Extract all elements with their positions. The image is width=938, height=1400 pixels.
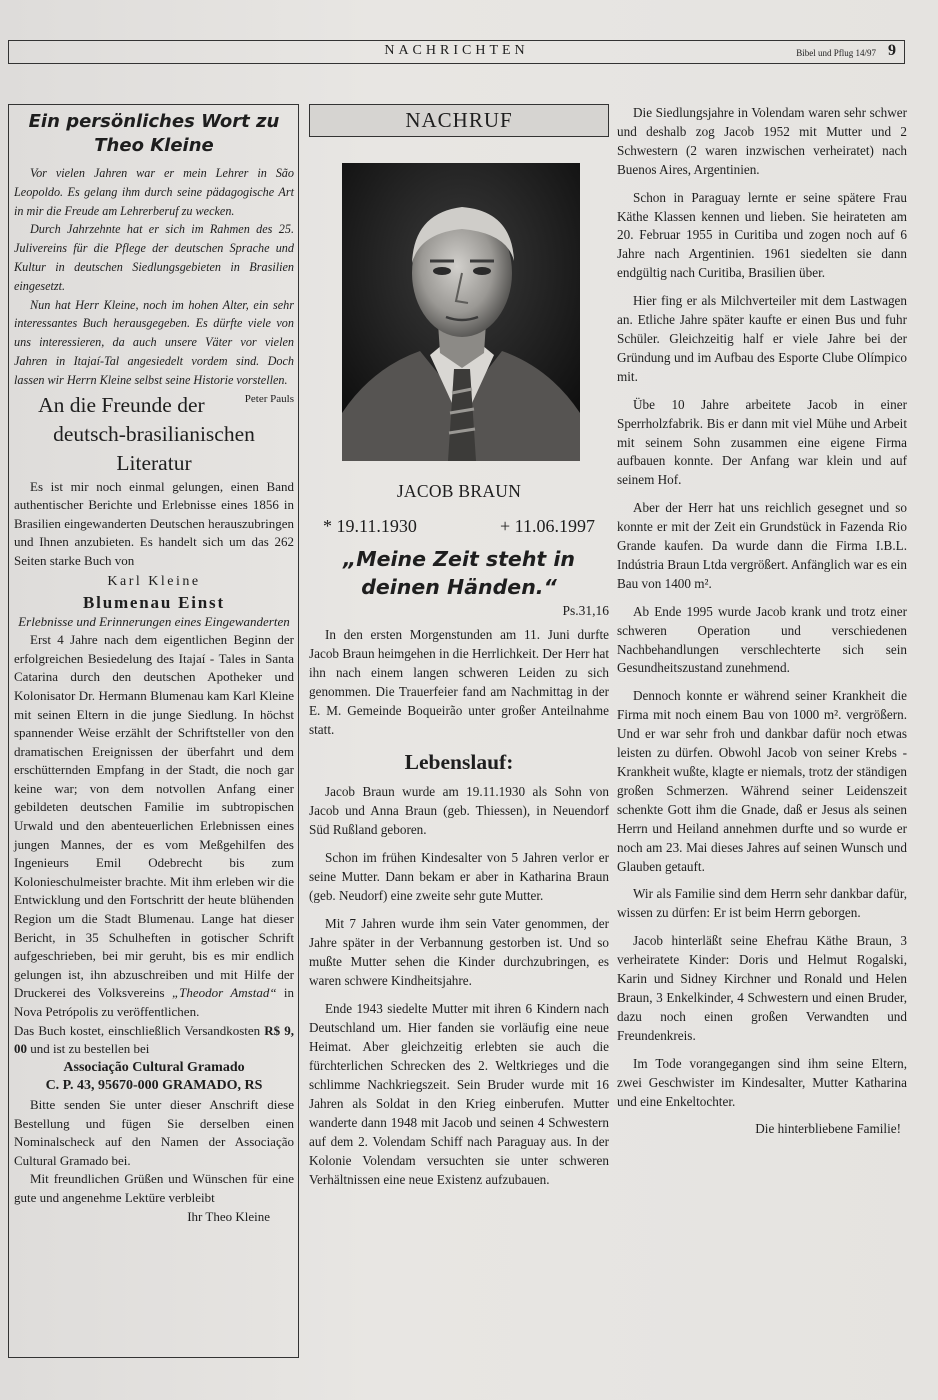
biography-paragraph: Ende 1943 siedelte Mutter mit ihren 6 Kindern nach Deutschland um. Hier fanden sie vorläufig eine neue Heimat. Aber gleichzeitig erlebten sie auch die fürchterlichen Schrecken des 2. Weltkrieges und die schlimme Nachkriegszeit. Sein Bruder wurde mit 16 Jahren als Soldat in den Krieg einberufen. Mutter wanderte dann 1948 mit Jacob und seinen 4 Schwestern auf dem 2. Volendam Schiff nach Paraguay aus. In der Kolonie Volendam versuchten sie unter schweren Verhältnissen eine neue Existenz aufzubauen. bbox=[309, 1001, 609, 1187]
death-date: + 11.06.1997 bbox=[500, 516, 595, 536]
friends-heading: An die Freunde der deutsch-brasilianischen Literatur bbox=[38, 392, 255, 475]
page-number: 9 bbox=[888, 42, 896, 59]
intro-signature: Peter Pauls bbox=[244, 392, 294, 405]
biography-paragraph: Hier fing er als Milchverteiler mit dem Lastwagen an. Etliche Jahre später kaufte er einen Bus und fuhr Schüler. Gleichzeitig half er viele Jahre bei der Gründung und im Aufbau des Esporte Clube Olímpico mit. bbox=[617, 293, 907, 384]
greeting-paragraph: Mit freundlichen Grüßen und Wünschen für eine gute und angenehme Lektüre verbleibt bbox=[14, 1171, 294, 1205]
life-dates bbox=[309, 516, 609, 537]
personal-word-text bbox=[14, 164, 294, 405]
column-middle bbox=[309, 104, 609, 1189]
biography-paragraph: Wir als Familie sind dem Herrn sehr dankbar dafür, wissen zu dürfen: Er ist beim Herrn geborgen. bbox=[617, 886, 907, 921]
quote-reference: Ps.31,16 bbox=[562, 603, 609, 618]
biography-paragraph: Die Siedlungsjahre in Volendam waren sehr schwer und deshalb zog Jacob 1952 mit Mutter und 2 Schwestern (2 waren inzwischen verheiratet) nach Buenos Aires, Argentinien. bbox=[617, 105, 907, 177]
biography-paragraph: Schon im frühen Kindesalter von 5 Jahren verlor er seine Mutter. Dann bekam er aber in Katharina Braun (geb. Neudorf) eine zweite sehr gute Mutter. bbox=[309, 850, 609, 903]
order-instructions: Bitte senden Sie unter dieser Anschrift diese Bestellung und fügen Sie derselben einen Nominalscheck auf den Namen der Associação Cultural Gramado bei. bbox=[14, 1096, 294, 1168]
price-text-end: und ist zu bestellen bei bbox=[27, 1041, 150, 1057]
price-paragraph bbox=[14, 1022, 294, 1059]
column-right bbox=[617, 104, 907, 1139]
page-header bbox=[8, 40, 905, 64]
obituary-text bbox=[309, 625, 609, 1189]
deceased-name: JACOB BRAUN bbox=[396, 481, 522, 501]
section-title: NACHRICHTEN bbox=[384, 43, 529, 58]
biography-paragraph: Jacob Braun wurde am 19.11.1930 als Sohn von Jacob und Anna Braun (geb. Thiessen), in Neuendorf Süd Rußland geboren. bbox=[309, 784, 609, 837]
book-subtitle: Erlebnisse und Erinnerungen eines Eingewanderten bbox=[18, 613, 290, 629]
announcement-paragraph bbox=[14, 631, 294, 1021]
birth-date: * 19.11.1930 bbox=[323, 516, 417, 536]
intro-text: Nun hat Herr Kleine, noch im hohen Alter, ein sehr interessantes Buch herausgegeben. Es dürfte viele von uns interessieren, da auch unsere Väter vor vielen Jahren in Itajaí-Tal angesiedelt vordem sind. Doch lassen wir Herrn Kleine selbst seine Historie vorstellen. bbox=[14, 297, 294, 387]
book-description-end: in Nova Petrópolis zu veröffentlichen. bbox=[14, 985, 294, 1019]
obituary-paragraph: In den ersten Morgenstunden am 11. Juni durfte Jacob Braun heimgehen in die Herrlichkeit. Der Herr hat ihn nach einem langen schweren Leiden zu sich genommen. Die Trauerfeier fand am Nachmittag in der E. M. Gemeinde Boqueirão unter großer Anteilnahme statt. bbox=[309, 627, 609, 737]
obituary-heading: NACHRUF bbox=[309, 104, 609, 137]
biography-paragraph: Jacob hinterläßt seine Ehefrau Käthe Braun, 3 verheiratete Kinder: Doris und Helmut Rogalski, Karin und Sidney Kirchner und Ronald und Helen Braun, 3 Enkelkinder, 4 Schwestern und einen Bruder, dazu noch einen großen Verwandten und Freundenkreis. bbox=[617, 933, 907, 1043]
intro-paragraph: Vor vielen Jahren war er mein Lehrer in São Leopoldo. Es gelang ihm durch seine pädagogische Art in mir die Freude am Lehrerberuf zu wecken. bbox=[14, 166, 294, 218]
intro-paragraph: Durch Jahrzehnte hat er sich im Rahmen des 25. Julivereins für die Pflege der deutschen Sprache und Kultur in deutschen Siedlungsgebieten in Brasilien eingesetzt. bbox=[14, 222, 294, 293]
family-signature: Die hinterbliebene Familie! bbox=[755, 1121, 901, 1137]
biography-paragraph: Mit 7 Jahren wurde ihm sein Vater genommen, der Jahre später in der Verbannung gestorben ist. Und so mußte Mutter sehen die Kinder durchzubringen, es waren schwere Kindheitsjahre. bbox=[309, 916, 609, 988]
closing-signature: Ihr Theo Kleine bbox=[187, 1208, 270, 1224]
price-text: Das Buch kostet, einschließlich Versandkosten bbox=[14, 1022, 265, 1038]
printer-name: „Theodor Amstad“ bbox=[171, 985, 277, 1001]
biography-paragraph: Übe 10 Jahre arbeitete Jacob in einer Sperrholzfabrik. Bis er dann mit viel Mühe und Arbeit mit seinem Sohn zusammen eine eigene Firma aufbauen konnte. Der Anfang war klein und auf seinem Hof. bbox=[617, 396, 907, 488]
personal-word-title: Ein persönliches Wort zu Theo Kleine bbox=[28, 111, 280, 156]
book-announcement bbox=[14, 478, 294, 1227]
biography-paragraph: Schon in Paraguay lernte er seine spätere Frau Käthe Klassen kennen und lieben. Sie heirateten am 20. Februar 1955 in Curitiba und zogen noch auf 6 Jahre nach Argentinien. 1961 siedelten sie dann endgültig nach Curitiba, Brasilien über. bbox=[617, 189, 907, 281]
intro-paragraph bbox=[14, 296, 294, 405]
announcement-paragraph: Es ist mir noch einmal gelungen, einen Band authentischer Berichte und Erlebnisse eines 1856 in Brasilien eingewanderten Deutschen herauszubringen und Ihnen anzubieten. Es handelt sich um das 262 Seiten starke Buch von bbox=[14, 478, 294, 568]
biography-paragraph: Im Tode vorangegangen sind ihm seine Eltern, zwei Geschwister im Kindesalter, Mutter Katharina und eine Enkeltochter. bbox=[617, 1055, 907, 1109]
bible-quote: „Meine Zeit steht in deinen Händen.“ bbox=[343, 547, 575, 599]
biography-paragraph: Ab Ende 1995 wurde Jacob krank und trotz einer schweren Operation und verschiedenen Nachbehandlungen verschlechterte sich sein Gesundheitszustand zunehmend. bbox=[617, 603, 907, 676]
lebenslauf-heading: Lebenslauf: bbox=[404, 750, 514, 774]
biography-paragraph: Aber der Herr hat uns reichlich gesegnet und so konnte er mit der Zeit ein Grundstück in Fazenda Rio Grande kaufen. Da wurde dann die Firma I.B.L. Indústria Braun Ltda vergrößert. Anfänglich war es ein Bau von 1400 m². bbox=[617, 500, 907, 591]
portrait-image bbox=[342, 163, 580, 461]
issue-label: Bibel und Pflug 14/97 bbox=[796, 48, 876, 58]
book-author: Karl Kleine bbox=[107, 573, 201, 589]
org-address: C. P. 43, 95670-000 GRAMADO, RS bbox=[45, 1078, 263, 1094]
biography-paragraph: Dennoch konnte er während seiner Krankheit die Firma mit noch einem Bau von 1000 m². vergrößern. Und er war sehr froh und dankbar dafür noch etwas leisten zu dürfen. Obwohl Jacob von seiner Krebs - Krankheit wußte, klagte er niemals, trotz der ständigen großen Schmerzen. Während seiner Leidenszeit schenkte Gott ihm die Gnade, daß er Jesus als seinen Herrn und Heiland annehmen durfte und so wurde er noch am 23. Mai dieses Jahres auf seinen Wunsch und Glauben getauft. bbox=[617, 688, 907, 874]
book-title: Blumenau Einst bbox=[83, 592, 225, 612]
org-name: Associação Cultural Gramado bbox=[63, 1059, 245, 1075]
book-description: Erst 4 Jahre nach dem eigentlichen Beginn der erfolgreichen Besiedelung des Itajaí - Tales in Santa Catarina durch den deutschen Apotheker und Kolonisator Dr. Hermann Blumenau kam Karl Kleine mit seinen Eltern in die junge Siedlung. In höchst spannender Weise erzählt der Schriftsteller von den dramatischen Ereignissen der überfahrt und dem erschütternden Empfang in der Stadt, die noch gar keine war; von dem notvollen Anfang einer gebildeten deutschen Familie im subtropischen Urwald und den abenteuerlichen Erlebnissen eines jungen Mannes, der es vom Meßgehilfen des Ingenieurs Emil Odebrecht bis zum Kolonieschulmeister brachte. Mit ihm erleben wir die Entwicklung und den Fortschritt der heute blühenden Region um die Stadt Blumenau. Lange hat dieser Bericht, in 35 Schulheften in gotischer Schrift aufgeschrieben, bei mir geruht, bis es mir endlich gelungen ist, ihn abzuschreiben und mit Hilfe der Druckerei des Volksvereins bbox=[14, 632, 294, 1001]
column-left-boxed bbox=[8, 104, 299, 1358]
book-price: R$ 9, 00 bbox=[14, 1022, 294, 1057]
portrait-photo bbox=[342, 163, 580, 461]
